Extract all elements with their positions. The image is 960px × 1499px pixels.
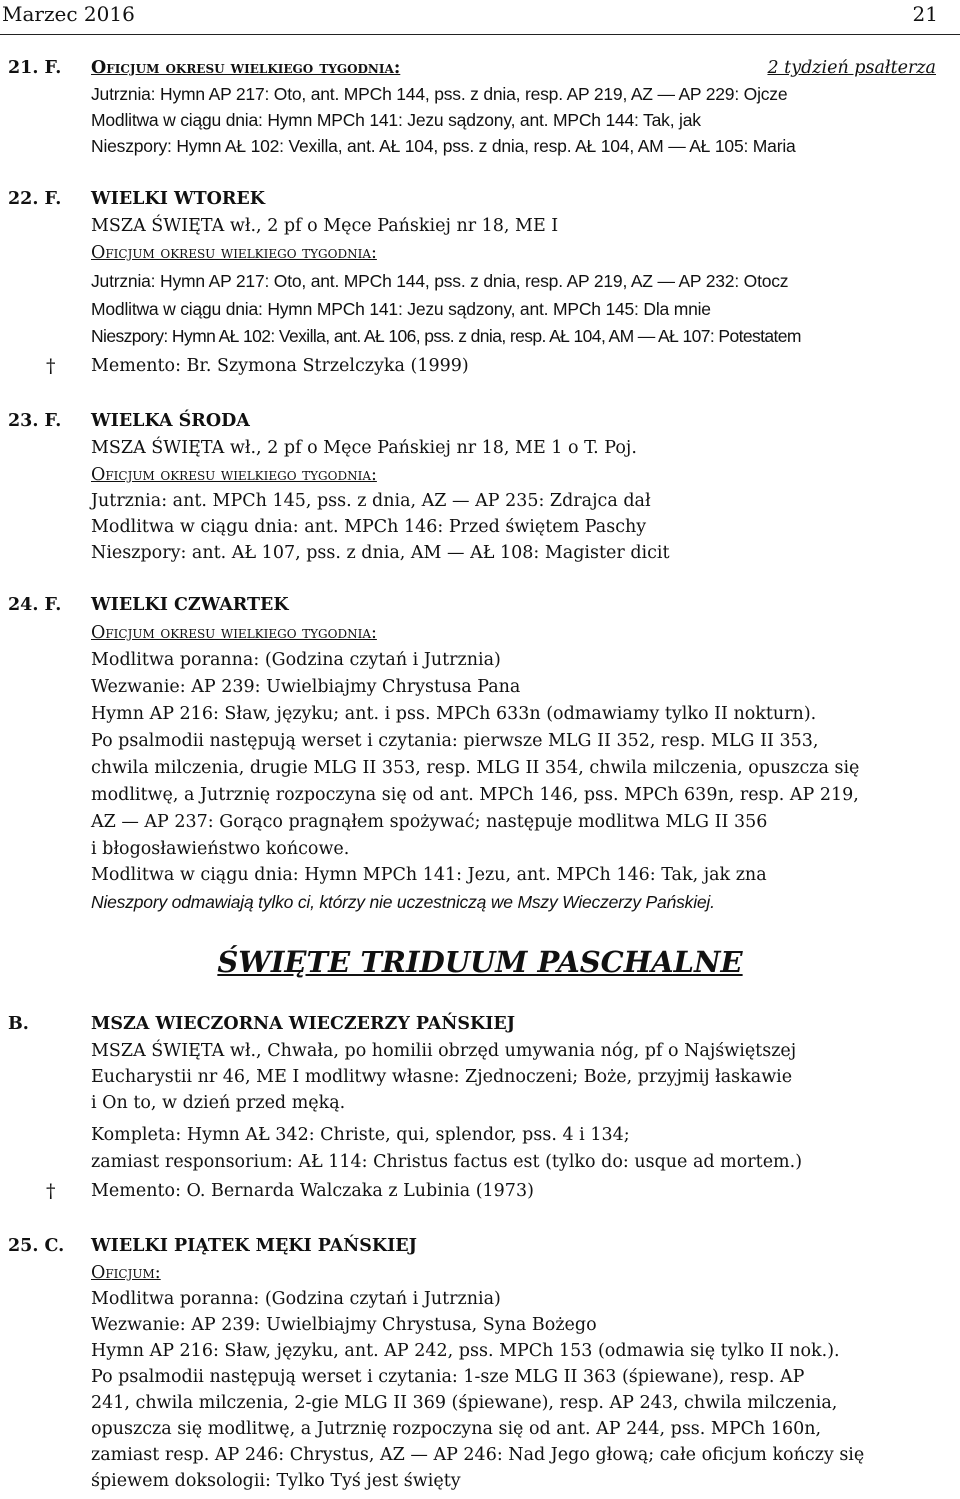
section-b-letter: B. xyxy=(8,1014,29,1034)
section-b-responsory: zamiast responsorium: AŁ 114: Christus factus est (tylko do: usque ad mortem.) xyxy=(91,1152,803,1172)
day-25-title: WIELKI PIĄTEK MĘKI PAŃSKIEJ xyxy=(91,1236,417,1256)
day-24-vespers-note: Nieszpory odmawiają tylko ci, którzy nie uczestniczą we Mszy Wieczerzy Pańskiej. xyxy=(91,892,715,912)
day-21-lauds: Jutrznia: Hymn AP 217: Oto, ant. MPCh 144, pss. z dnia, resp. AP 219, AZ — AP 229: Ojcze xyxy=(91,84,788,104)
header-month: Marzec 2016 xyxy=(2,2,135,26)
section-b-mass-cont-2: i On to, w dzień przed męką. xyxy=(91,1093,346,1113)
day-23-title: WIELKA ŚRODA xyxy=(91,411,250,431)
day-25-number: 25. C. xyxy=(8,1236,65,1256)
day-24-readings: Po psalmodii następują werset i czytania: pierwsze MLG II 352, resp. MLG II 353, xyxy=(91,731,819,751)
psalter-week: 2 tydzień psałterza xyxy=(767,58,936,78)
day-25-office-heading: Oficjum: xyxy=(91,1263,161,1283)
day-21-vespers: Nieszpory: Hymn AŁ 102: Vexilla, ant. AŁ 104, pss. z dnia, resp. AŁ 104, AM — AŁ 105: Maria xyxy=(91,136,796,156)
section-b-title: MSZA WIECZORNA WIECZERZY PAŃSKIEJ xyxy=(91,1014,516,1034)
day-22-number: 22. F. xyxy=(8,189,62,209)
day-23-vespers: Nieszpory: ant. AŁ 107, pss. z dnia, AM — AŁ 108: Magister dicit xyxy=(91,543,670,563)
triduum-title: ŚWIĘTE TRIDUUM PASCHALNE xyxy=(217,945,743,979)
day-24-readings-cont-3: AZ — AP 237: Gorąco pragnąłem spożywać; następuje modlitwa MLG II 356 xyxy=(91,812,768,832)
section-b-mass: MSZA ŚWIĘTA wł., Chwała, po homilii obrzęd umywania nóg, pf o Najświętszej xyxy=(91,1041,797,1061)
section-b-compline: Kompleta: Hymn AŁ 342: Christe, qui, splendor, pss. 4 i 134; xyxy=(91,1125,630,1145)
day-25-readings-cont-4: śpiewem doksologii: Tylko Tyś jest święty xyxy=(91,1471,461,1491)
day-23-lauds: Jutrznia: ant. MPCh 145, pss. z dnia, AZ — AP 235: Zdrajca dał xyxy=(91,491,651,511)
day-22-vespers: Nieszpory: Hymn AŁ 102: Vexilla, ant. AŁ 106, pss. z dnia, resp. AŁ 104, AM — AŁ 107: Potestatem xyxy=(91,326,801,346)
day-24-daytime-prayer: Modlitwa w ciągu dnia: Hymn MPCh 141: Jezu, ant. MPCh 146: Tak, jak zna xyxy=(91,865,767,885)
day-22-mass: MSZA ŚWIĘTA wł., 2 pf o Męce Pańskiej nr 18, ME I xyxy=(91,216,559,236)
header-page-number: 21 xyxy=(912,2,938,26)
day-23-mass: MSZA ŚWIĘTA wł., 2 pf o Męce Pańskiej nr 18, ME 1 o T. Poj. xyxy=(91,438,637,458)
day-24-number: 24. F. xyxy=(8,595,62,615)
day-25-readings-cont-3: zamiast resp. AP 246: Chrystus, AZ — AP 246: Nad Jego głową; całe oficjum kończy się xyxy=(91,1445,865,1465)
day-24-hymn: Hymn AP 216: Sław, języku; ant. i pss. MPCh 633n (odmawiamy tylko II nokturn). xyxy=(91,704,817,724)
day-21-office-heading: Oficjum okresu wielkiego tygodnia: xyxy=(91,58,401,78)
day-22-title: WIELKI WTOREK xyxy=(91,189,265,209)
cross-icon: † xyxy=(46,355,56,377)
day-25-readings: Po psalmodii następują werset i czytania: 1-sze MLG II 363 (śpiewane), resp. AP xyxy=(91,1367,805,1387)
day-25-readings-cont-1: 241, chwila milczenia, 2-gie MLG II 369 (śpiewane), resp. AP 243, chwila milczenia, xyxy=(91,1393,838,1413)
section-b-memento: Memento: O. Bernarda Walczaka z Lubinia (1973) xyxy=(91,1181,534,1201)
page-header xyxy=(0,0,960,35)
day-24-title: WIELKI CZWARTEK xyxy=(91,595,289,615)
day-21-office-row xyxy=(91,55,936,81)
day-24-readings-cont-1: chwila milczenia, drugie MLG II 353, resp. MLG II 354, chwila milczenia, opuszcza się xyxy=(91,758,860,778)
day-25-readings-cont-2: opuszcza się modlitwę, a Jutrznię rozpoczyna się od ant. AP 244, pss. MPCh 160n, xyxy=(91,1419,822,1439)
section-b-mass-cont-1: Eucharystii nr 46, ME I modlitwy własne: Zjednoczeni; Boże, przyjmij łaskawie xyxy=(91,1067,793,1087)
day-24-readings-cont-2: modlitwę, a Jutrznię rozpoczyna się od ant. MPCh 146, pss. MPCh 639n, resp. AP 219, xyxy=(91,785,859,805)
day-22-memento: Memento: Br. Szymona Strzelczyka (1999) xyxy=(91,356,469,376)
day-24-readings-cont-4: i błogosławieństwo końcowe. xyxy=(91,839,350,859)
day-24-office-heading: Oficjum okresu wielkiego tygodnia: xyxy=(91,623,377,643)
day-22-lauds: Jutrznia: Hymn AP 217: Oto, ant. MPCh 144, pss. z dnia, resp. AP 219, AZ — AP 232: Otocz xyxy=(91,271,789,291)
day-21-daytime-prayer: Modlitwa w ciągu dnia: Hymn MPCh 141: Jezu sądzony, ant. MPCh 144: Tak, jak xyxy=(91,110,701,130)
day-23-office-heading: Oficjum okresu wielkiego tygodnia: xyxy=(91,465,377,485)
day-24-morning-prayer: Modlitwa poranna: (Godzina czytań i Jutrznia) xyxy=(91,650,501,670)
day-25-morning-prayer: Modlitwa poranna: (Godzina czytań i Jutrznia) xyxy=(91,1289,501,1309)
day-24-invitatory: Wezwanie: AP 239: Uwielbiajmy Chrystusa Pana xyxy=(91,677,521,697)
day-23-daytime-prayer: Modlitwa w ciągu dnia: ant. MPCh 146: Przed świętem Paschy xyxy=(91,517,647,537)
cross-icon: † xyxy=(46,1180,56,1202)
day-21-number: 21. F. xyxy=(8,58,62,78)
day-25-invitatory: Wezwanie: AP 239: Uwielbiajmy Chrystusa, Syna Bożego xyxy=(91,1315,597,1335)
day-25-hymn: Hymn AP 216: Sław, języku, ant. AP 242, pss. MPCh 153 (odmawia się tylko II nok.). xyxy=(91,1341,840,1361)
day-22-office-heading: Oficjum okresu wielkiego tygodnia: xyxy=(91,243,377,263)
day-22-daytime-prayer: Modlitwa w ciągu dnia: Hymn MPCh 141: Jezu sądzony, ant. MPCh 145: Dla mnie xyxy=(91,299,711,319)
day-23-number: 23. F. xyxy=(8,411,62,431)
